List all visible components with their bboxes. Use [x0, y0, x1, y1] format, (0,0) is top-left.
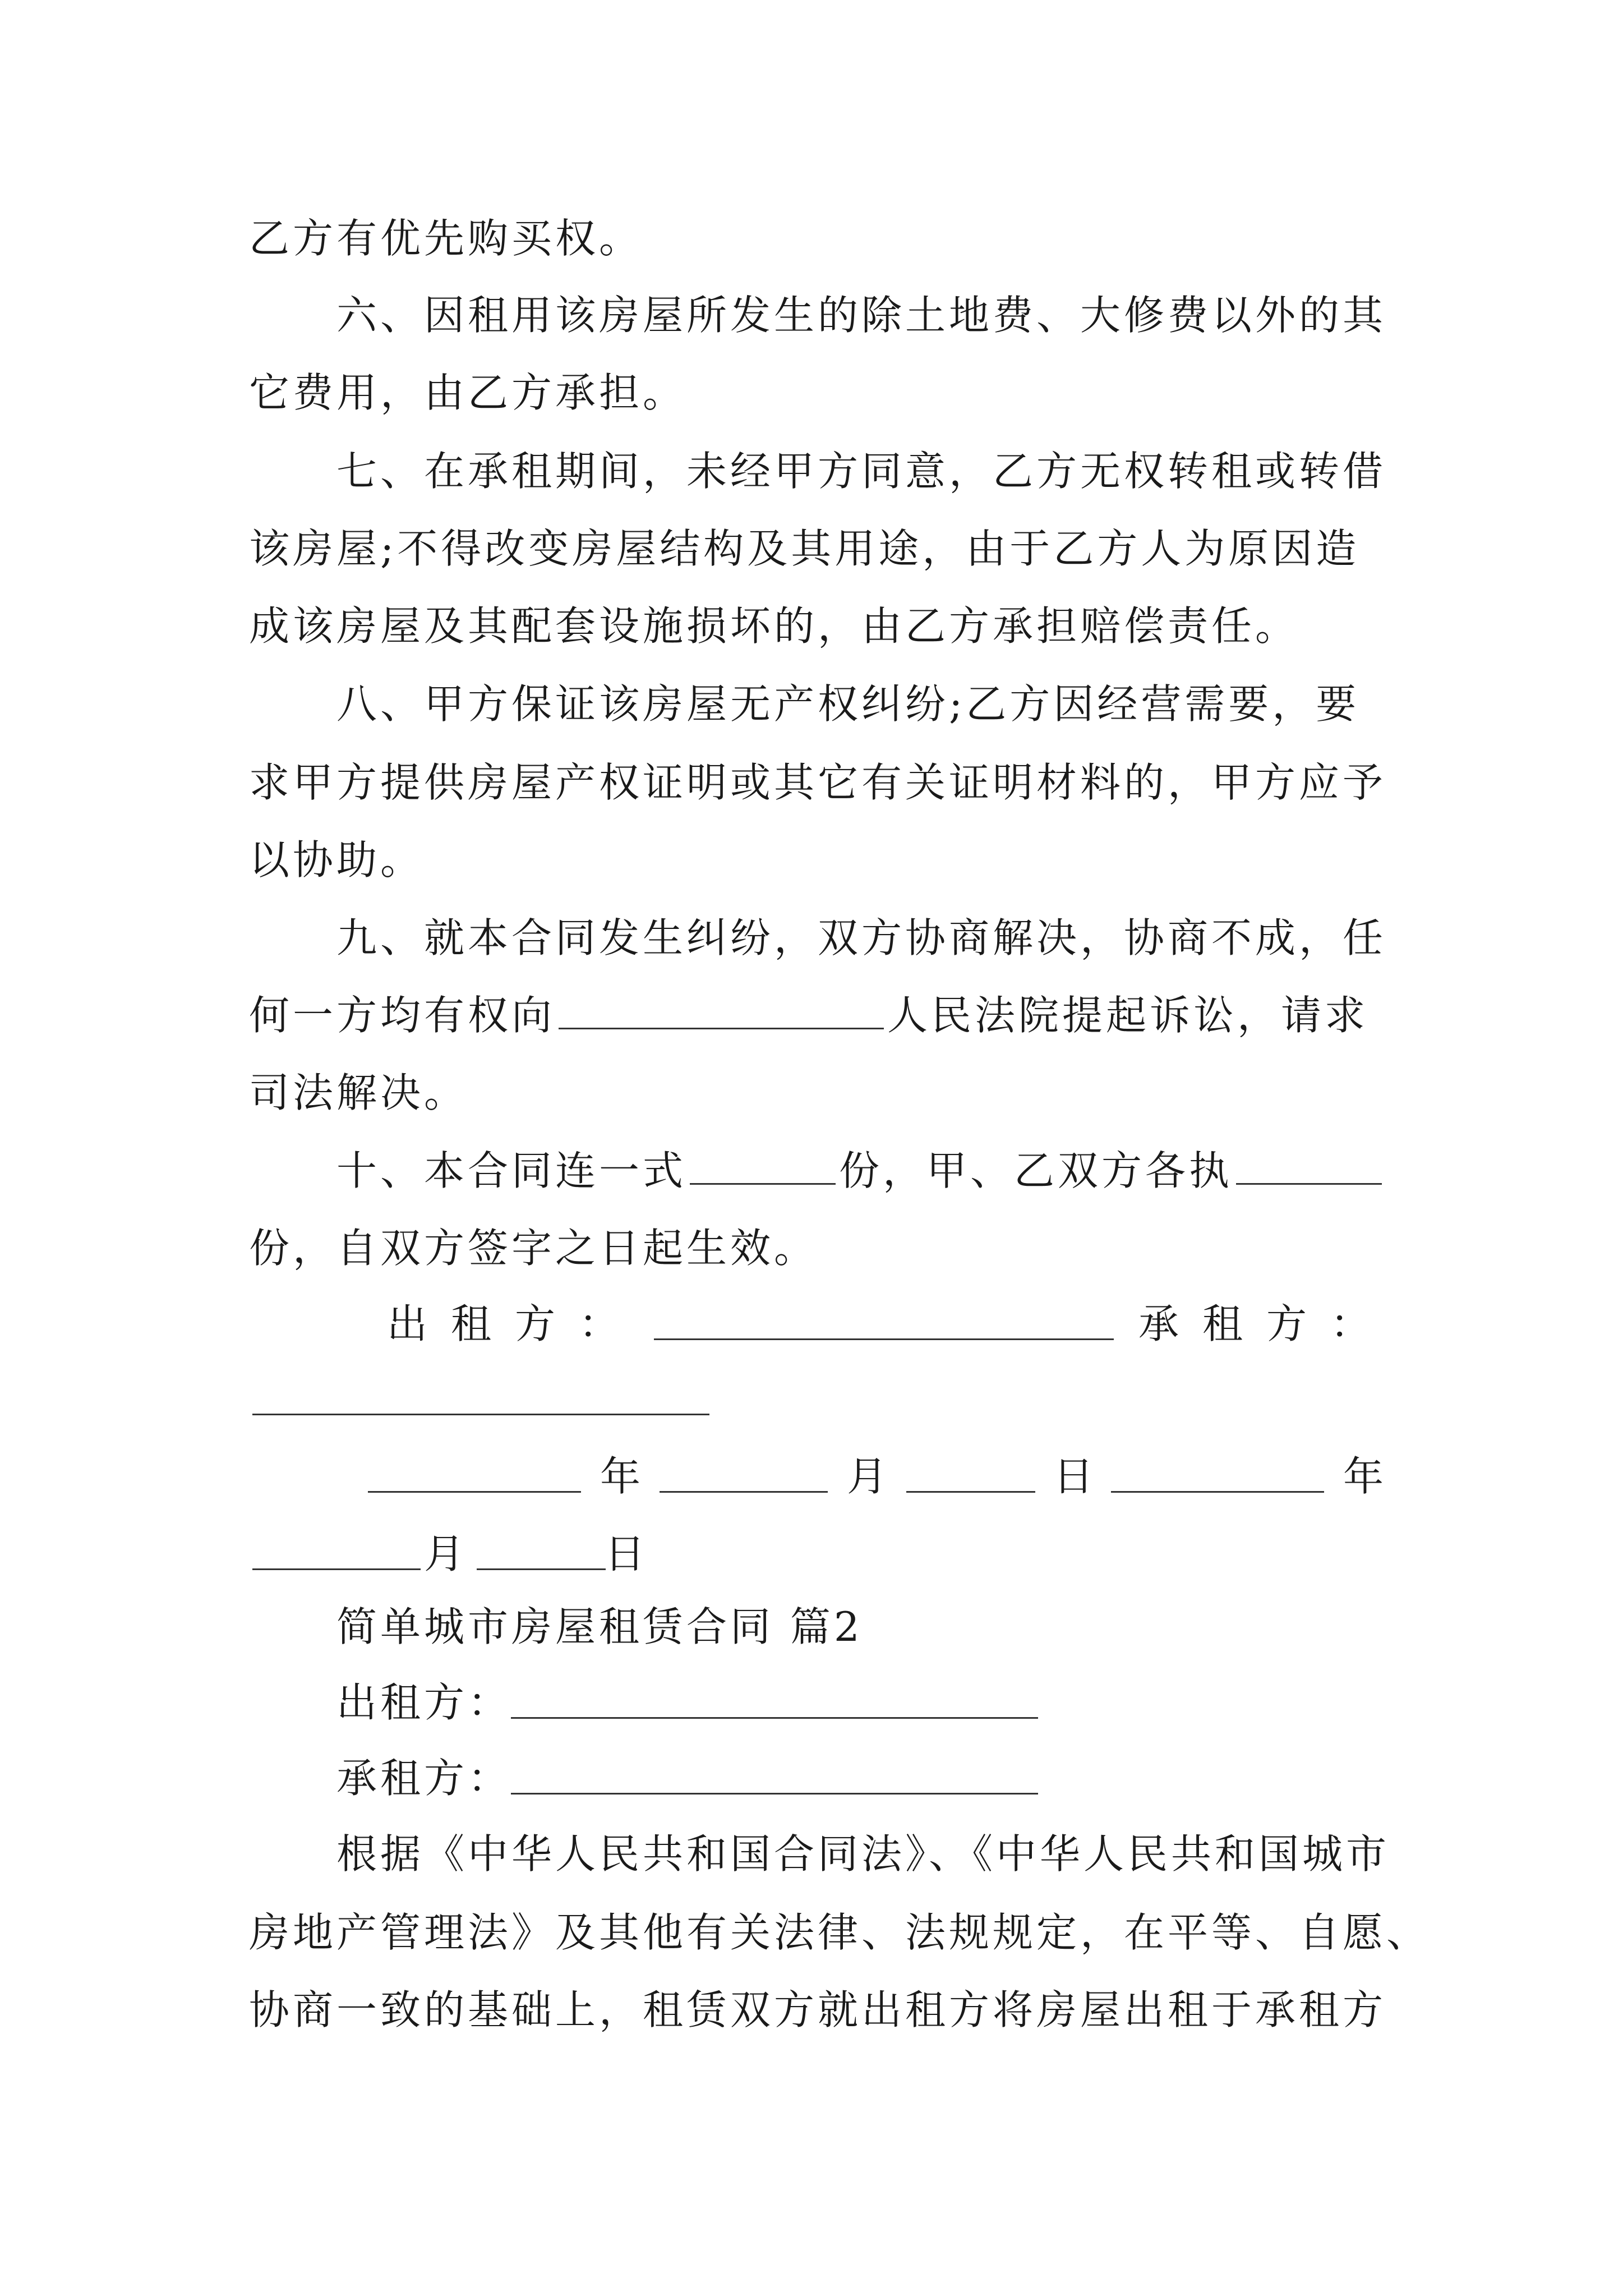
paragraph-line: 乙方有优先购买权。: [249, 215, 643, 262]
paragraph-line: [249, 987, 1382, 1043]
paragraph-text: 十、本合同连一式: [336, 1147, 687, 1194]
lessee-sign-label: 承租方：: [1138, 1300, 1395, 1347]
year-blank: [368, 1457, 581, 1493]
paragraph-line: 它费用，由乙方承担。: [249, 369, 687, 416]
paragraph-line: 协商一致的基础上，租赁双方就出租方将房屋出租于承租方: [249, 1986, 1387, 2033]
court-blank: [559, 994, 884, 1029]
lessor-label: 出租方：: [336, 1679, 512, 1726]
clause-eight-line: 八、甲方保证该房屋无产权纠纷;乙方因经营需要，要: [336, 680, 1360, 728]
lessee-label: 承租方：: [336, 1755, 512, 1802]
section-title: 简单城市房屋租赁合同 篇2: [336, 1603, 863, 1650]
paragraph-line: 该房屋;不得改变房屋结构及其用途，由于乙方人为原因造: [249, 525, 1360, 572]
lessee-blank: [511, 1759, 1038, 1795]
paragraph-text: 何一方均有权向: [249, 992, 556, 1039]
paragraph-line: 司法解决。: [249, 1069, 468, 1116]
day-label: 日: [605, 1530, 649, 1577]
year-label: 年: [1343, 1453, 1387, 1500]
paragraph-line: 成该房屋及其配套设施损坏的，由乙方承担赔偿责任。: [249, 602, 1299, 650]
lessor-blank: [511, 1683, 1038, 1719]
month-blank: [660, 1457, 828, 1493]
clause-seven-line: 七、在承租期间，未经甲方同意，乙方无权转租或转借: [336, 448, 1387, 495]
paragraph-line: 房地产管理法》及其他有关法律、法规规定，在平等、自愿、: [249, 1909, 1431, 1956]
month-label: 月: [424, 1530, 468, 1577]
paragraph-line: 份，自双方签字之日起生效。: [249, 1225, 818, 1272]
paragraph-text: 份，甲、乙双方各执: [839, 1147, 1233, 1194]
lessor-sign-blank: [654, 1305, 1114, 1340]
day-label: 日: [1053, 1453, 1098, 1500]
paragraph-line: 根据《中华人民共和国合同法》、《中华人民共和国城市: [336, 1830, 1390, 1878]
year-blank: [1111, 1457, 1324, 1493]
paragraph-line: 求甲方提供房屋产权证明或其它有关证明材料的，甲方应予: [249, 759, 1387, 806]
month-blank: [252, 1535, 421, 1570]
day-blank: [906, 1457, 1035, 1493]
month-label: 月: [847, 1453, 891, 1500]
lessor-sign-label: 出租方：: [387, 1300, 643, 1347]
day-blank: [477, 1535, 606, 1570]
copies-blank: [690, 1149, 836, 1185]
clause-six-line: 六、因租用该房屋所发生的除土地费、大修费以外的其: [336, 292, 1387, 339]
clause-nine-line: 九、就本合同发生纠纷，双方协商解决，协商不成，任: [336, 914, 1387, 961]
year-label: 年: [600, 1453, 644, 1500]
copies-each-blank: [1236, 1149, 1382, 1185]
paragraph-line: 以协助。: [249, 836, 425, 884]
clause-ten-line: [336, 1143, 1469, 1199]
paragraph-text: 人民法院提起诉讼，请求: [887, 992, 1369, 1039]
lessee-sign-blank: [252, 1380, 709, 1415]
